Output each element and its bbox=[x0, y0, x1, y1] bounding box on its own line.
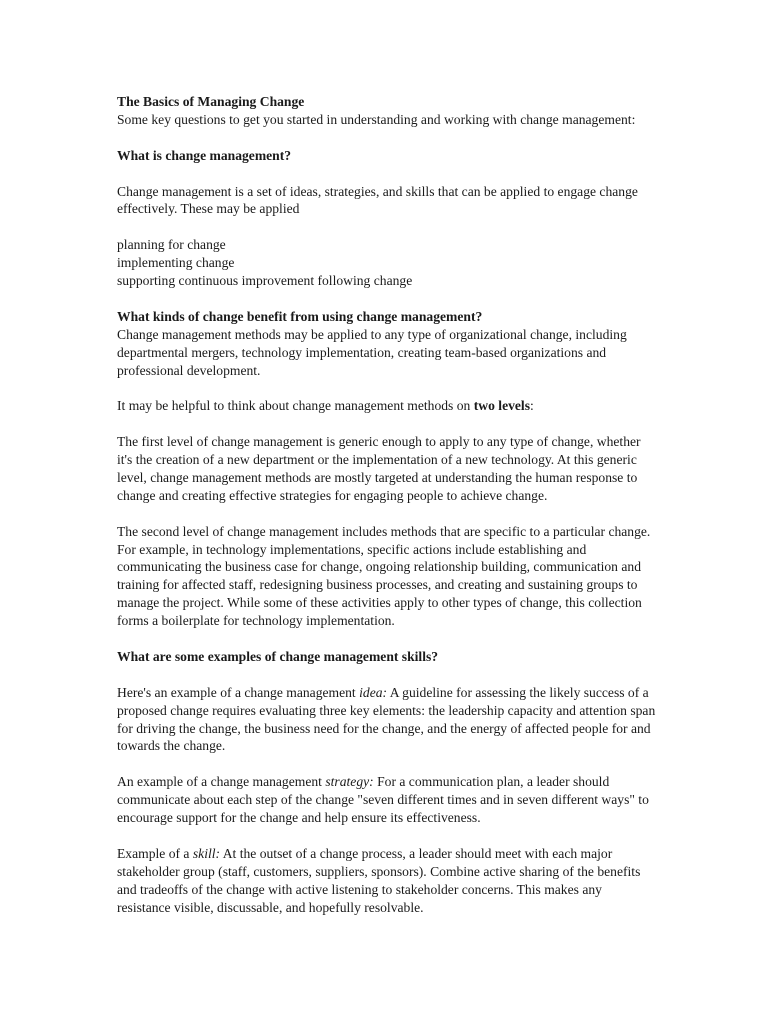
idea-pre: Here's an example of a change management bbox=[117, 684, 360, 700]
what-is-paragraph: Change management is a set of ideas, strategies, and skills that can be applied to engage change effectively. These may be applied bbox=[117, 183, 638, 217]
list-item-supporting: supporting continuous improvement following change bbox=[117, 273, 413, 289]
skill-paragraph bbox=[117, 845, 657, 917]
idea-post: A guideline for assessing the likely success of a proposed change requires evaluating three key elements: the leadership capacity and attention span for driving the change, the business need for the change, and the energy of affected people for and towards the change. bbox=[117, 684, 656, 754]
list-item-implementing: implementing change bbox=[117, 255, 235, 271]
strategy-post: For a communication plan, a leader should communicate about each step of the change "seven different times and in seven different ways" to encourage support for the change and help ensure its effectiveness. bbox=[117, 774, 649, 826]
section-heading-what-is: What is change management? bbox=[117, 147, 292, 163]
two-levels-post: : bbox=[530, 398, 534, 414]
strategy-paragraph bbox=[117, 773, 657, 827]
first-level-paragraph: The first level of change management is generic enough to apply to any type of change, whether it's the creation of a new department or the implementation of a new technology. At this generic level, change management methods are mostly targeted at understanding the human response to change and creating effective strategies for engaging people to achieve change. bbox=[117, 434, 641, 503]
strategy-pre: An example of a change management bbox=[117, 774, 326, 790]
skill-post: At the outset of a change process, a leader should meet with each major stakeholder group (staff, customers, suppliers, sponsors). Combine active sharing of the benefits and tradeoffs of the change with active listening to stakeholder concerns. This makes any resistance visible, discussable, and hopefully resolvable. bbox=[117, 845, 641, 915]
list-item-planning: planning for change bbox=[117, 237, 226, 253]
section-heading-what-kinds: What kinds of change benefit from using change management? bbox=[117, 308, 483, 324]
second-level-paragraph: The second level of change management includes methods that are specific to a particular change. For example, in technology implementations, specific actions include establishing and communicating the business case for change, ongoing relationship building, communication and training for affected staff, redesigning business processes, and creating and sustaining groups to manage the project. While some of these activities apply to other types of change, this collection forms a boilerplate for technology implementation. bbox=[117, 523, 651, 629]
two-levels-bold: two levels bbox=[473, 398, 530, 414]
idea-paragraph bbox=[117, 684, 657, 756]
document-title: The Basics of Managing Change bbox=[117, 94, 305, 109]
skill-pre: Example of a bbox=[117, 845, 193, 861]
strategy-emphasis: strategy: bbox=[325, 774, 374, 790]
section-heading-examples: What are some examples of change management skills? bbox=[117, 648, 439, 664]
document-page bbox=[117, 93, 657, 917]
intro-paragraph: Some key questions to get you started in understanding and working with change management: bbox=[117, 111, 636, 127]
skill-emphasis: skill: bbox=[192, 845, 221, 861]
what-kinds-paragraph: Change management methods may be applied to any type of organizational change, including departmental mergers, technology implementation, creating team-based organizations and professional development. bbox=[117, 326, 627, 378]
idea-emphasis: idea: bbox=[359, 684, 388, 700]
two-levels-paragraph bbox=[117, 397, 657, 415]
two-levels-pre: It may be helpful to think about change management methods on bbox=[117, 398, 474, 414]
